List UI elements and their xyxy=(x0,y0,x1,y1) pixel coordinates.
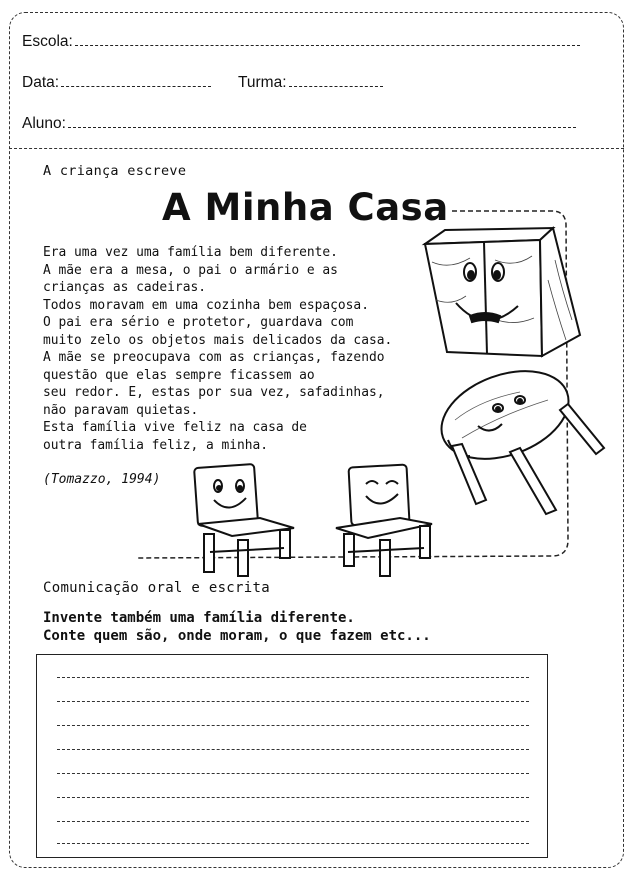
answer-line[interactable] xyxy=(57,843,529,844)
answer-line[interactable] xyxy=(57,749,529,750)
school-label: Escola: xyxy=(22,33,73,50)
writing-section-label: Comunicação oral e escrita xyxy=(43,580,270,596)
answer-box[interactable] xyxy=(36,654,548,858)
story-line: outra família feliz, a minha. xyxy=(43,437,269,453)
story-line: Era uma vez uma família bem diferente. xyxy=(43,245,338,260)
story-line: não paravam quietas. xyxy=(43,402,199,418)
answer-line[interactable] xyxy=(57,797,529,798)
story-line: muito zelo os objetos mais delicados da casa. xyxy=(43,332,393,348)
answer-line[interactable] xyxy=(57,773,529,774)
prompt-line: Conte quem são, onde moram, o que fazem etc... xyxy=(43,628,431,644)
smiling-chair-icon xyxy=(194,464,294,576)
answer-line[interactable] xyxy=(57,677,529,678)
answer-line[interactable] xyxy=(57,725,529,726)
reading-section-label: A criança escreve xyxy=(43,163,187,179)
page-title: A Minha Casa xyxy=(162,186,449,229)
prompt-line: Invente também uma família diferente. xyxy=(43,610,355,626)
story-line: A mãe era a mesa, o pai o armário e as xyxy=(43,262,338,278)
date-label: Data: xyxy=(22,74,60,91)
story-line: seu redor. E, estas por sua vez, safadinhas, xyxy=(43,385,385,400)
smiling-cabinet-icon xyxy=(425,228,580,356)
writing-prompt xyxy=(43,609,431,645)
story-line: questão que elas sempre ficassem ao xyxy=(43,367,315,383)
story-line: A mãe se preocupava com as crianças, fazendo xyxy=(43,350,385,365)
answer-line[interactable] xyxy=(57,821,529,822)
class-label: Turma: xyxy=(238,74,287,91)
story-line: O pai era sério e protetor, guardava com xyxy=(43,315,354,330)
answer-line[interactable] xyxy=(57,701,529,702)
story-line: Todos moravam em uma cozinha bem espaçosa. xyxy=(43,297,369,313)
smiling-chair-icon xyxy=(336,465,432,576)
student-label: Aluno: xyxy=(22,115,66,132)
story-line: Esta família vive feliz na casa de xyxy=(43,420,307,435)
smiling-table-icon xyxy=(429,355,604,514)
story-line: crianças as cadeiras. xyxy=(43,280,206,295)
citation: (Tomazzo, 1994) xyxy=(43,472,161,487)
